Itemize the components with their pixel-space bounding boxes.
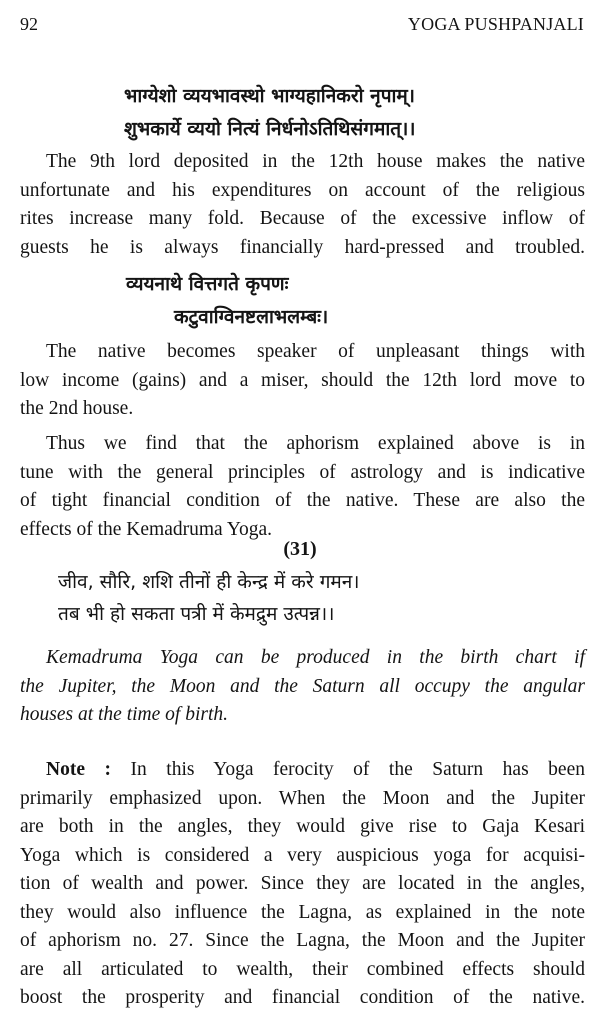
page-header <box>20 14 584 38</box>
text-line: Kemadruma Yoga can be produced in the birth chart if <box>46 647 585 668</box>
verse-line: व्ययनाथे वित्तगते कृपणः <box>126 273 289 295</box>
verse-line: जीव, सौरि, शशि तीनों ही केन्द्र में करे गमन। <box>58 571 360 593</box>
text-line: Thus we find that the aphorism explained above is in <box>46 433 585 454</box>
note-label: Note : <box>46 759 111 780</box>
text-line: houses at the time of birth. <box>20 704 228 725</box>
text-line: are all articulated to wealth, their combined effects should <box>20 958 585 980</box>
text-line: guests he is always financially hard-pressed and troubled. <box>20 236 585 258</box>
text-line <box>20 756 585 785</box>
page-number: 92 <box>20 14 38 34</box>
translation-italic <box>20 644 585 730</box>
text-line: tion of wealth and power. Since they are located in the angles, <box>20 873 585 894</box>
text-line: The 9th lord deposited in the 12th house makes the native <box>46 151 585 172</box>
text-line: primarily emphasized upon. When the Moon and the Jupiter <box>20 787 585 809</box>
note-paragraph <box>20 756 585 1013</box>
hindi-verse <box>58 566 600 630</box>
sanskrit-verse-1 <box>124 80 600 146</box>
running-title: YOGA PUSHPANJALI <box>407 14 584 34</box>
paragraph-conclusion <box>20 430 585 544</box>
text-line: boost the prosperity and financial condition of the native. <box>20 987 585 1008</box>
paragraph-12th-lord <box>20 338 585 424</box>
text-line: they would also influence the Lagna, as explained in the note <box>20 901 585 923</box>
text-line: unfortunate and his expenditures on account of the religious <box>20 179 585 201</box>
text-line: are both in the angles, they would give rise to Gaja Kesari <box>20 816 585 837</box>
verse-line: तब भी हो सकता पत्री में केमद्रुम उत्पन्न।। <box>58 603 335 625</box>
text-line: the Jupiter, the Moon and the Saturn all occupy the angular <box>20 675 585 697</box>
verse-line: शुभकार्ये व्ययो नित्यं निर्धनोऽतिथिसंगमात्।। <box>124 118 416 140</box>
paragraph-9th-lord <box>20 148 585 262</box>
text-line: tune with the general principles of astrology and is indicative <box>20 461 585 483</box>
text-line: of tight financial condition of the native. These are also the <box>20 490 585 511</box>
text-line: of aphorism no. 27. Since the Lagna, the Moon and the Jupiter <box>20 930 585 951</box>
verse-line: भाग्येशो व्ययभावस्थो भाग्यहानिकरो नृपाम्। <box>124 85 415 107</box>
text-line: rites increase many fold. Because of the excessive inflow of <box>20 208 585 229</box>
text-line: effects of the Kemadruma Yoga. <box>20 518 272 540</box>
text-line: the 2nd house. <box>20 398 134 419</box>
text-line: low income (gains) and a miser, should the 12th lord move to <box>20 369 585 391</box>
sanskrit-verse-2 <box>126 268 600 334</box>
note-first-line: In this Yoga ferocity of the Saturn has been <box>130 759 585 780</box>
aphorism-number: (31) <box>283 538 317 560</box>
text-line: Yoga which is considered a very auspicious yoga for acquisi- <box>20 844 585 866</box>
text-line: The native becomes speaker of unpleasant things with <box>46 341 585 362</box>
verse-line: कटुवाग्विनष्टलाभलम्बः। <box>174 306 329 328</box>
